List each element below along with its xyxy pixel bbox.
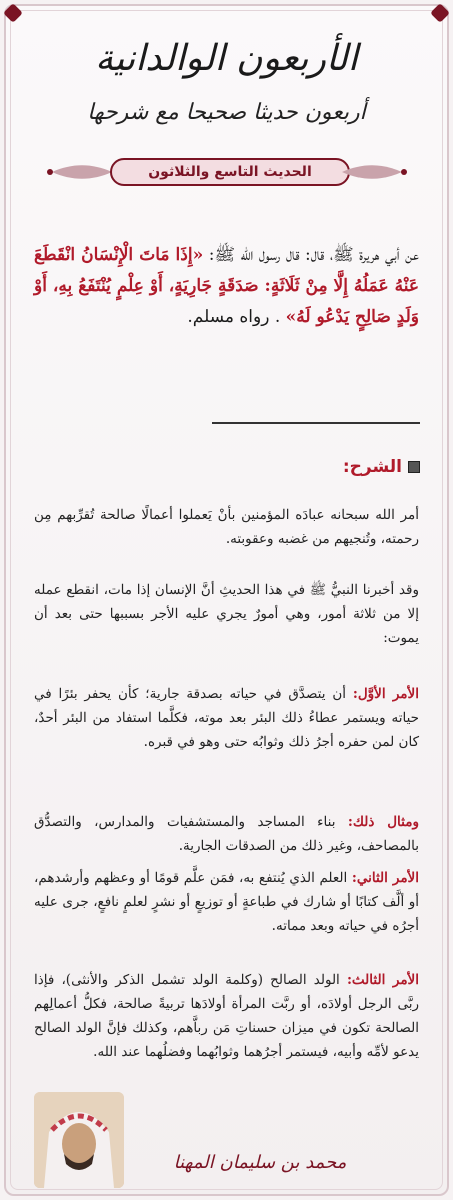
sharh-paragraph — [34, 578, 419, 650]
sharh-paragraph — [34, 503, 419, 551]
square-bullet-icon — [408, 461, 420, 473]
paragraph-text: أمر الله سبحانه عبادَه المؤمنين بأنْ يَعملوا أعمالًا صالحة تُقرِّبهم مِن رحمته، وتُنجيهم من غضبه وعقوبته. — [34, 507, 419, 547]
sharh-paragraph — [34, 968, 419, 1064]
paragraph-lead: الأمر الثاني: — [351, 870, 420, 886]
paragraph-lead: الأمر الأوَّل: — [352, 686, 419, 702]
divider — [212, 422, 420, 424]
paragraph-lead: ومثال ذلك: — [347, 814, 419, 830]
sharh-paragraph — [34, 682, 419, 754]
sharh-paragraph — [34, 810, 419, 858]
banner-ornament-right — [342, 163, 412, 181]
paragraph-text: الولد الصالح (وكلمة الولد تشمل الذكر والأنثى)، فإذا ربَّى الرجل أولادَه، أو ربَّت المرأة أولادَها تربيةً صالحة، فكلُّ أعمالِهم الصالحة تكون في ميزان حسناتِ مَن رباَّهم، وكذلك فإنَّ الولد الصالح يدعو لأمِّه وأبيه، فيستمر أجرُهما وثوابُهما وفضلُهما عند الله. — [34, 972, 419, 1060]
author-signature: محمد بن سليمان المهنا — [173, 1152, 347, 1173]
paragraph-text: أن يتصدَّق في حياته بصدقة جارية؛ كأن يحفر بئرًا في حياته ويستمر عطاءُ ذلك البئر بعد موته، فكلَّما استفاد من البئر أحدٌ، كان لمن حفره أجرُ ذلك وثوابُه حتى وهو في قبره. — [34, 686, 419, 750]
paragraph-text: العلم الذي يُنتفع به، فمَن علَّم قومًا أو وعظهم وأرشدهم، أو ألَّف كتابًا أو شارك في طباعةٍ أو توزيعٍ أو نشرٍ لعلمٍ نافعٍ، جرى عليه أجرُه في حياته وبعد مماته. — [34, 870, 419, 934]
banner-ornament-left — [42, 163, 112, 181]
hadith-intro: عن أبي هريرة ﷺ، قال: قال رسول الله ﷺ: — [208, 245, 419, 265]
series-subtitle: أربعون حديثا صحيحا مع شرحها — [87, 100, 366, 125]
paragraph-text: بناء المساجد والمستشفيات والمدارس، والتصدُّق بالمصاحف، وغير ذلك من الصدقات الجارية. — [34, 814, 419, 854]
hadith-quote: «إِذَا مَاتَ الْإِنْسَانُ انْقَطَعَ عَنْهُ عَمَلُهُ إِلَّا مِنْ ثَلَاثَةٍ: صَدَقَةٍ جَارِيَةٍ، أَوْ عِلْمٍ يُنْتَفَعُ بِهِ، أَوْ وَلَدٍ صَالِحٍ يَدْعُو لَهُ» — [34, 245, 419, 327]
series-title: الأربعون الوالدانية — [95, 38, 358, 79]
hadith-number-banner: الحديث التاسع والثلاثون — [110, 158, 350, 186]
hadith-text-block — [34, 240, 419, 333]
author-photo — [34, 1092, 124, 1188]
paragraph-lead: الأمر الثالث: — [346, 972, 419, 988]
sharh-heading — [320, 455, 420, 479]
paragraph-text: وقد أخبرنا النبيُّ ﷺ في هذا الحديثِ أنَّ الإنسان إذا مات، انقطع عمله إلا من ثلاثة أمور، وهي أمورٌ يجري عليه الأجر بسببها حتى بعد أن يموت: — [34, 582, 419, 646]
sharh-heading-label: الشرح: — [342, 457, 402, 477]
hadith-source: . رواه مسلم. — [187, 307, 281, 327]
sharh-paragraph — [34, 866, 419, 938]
